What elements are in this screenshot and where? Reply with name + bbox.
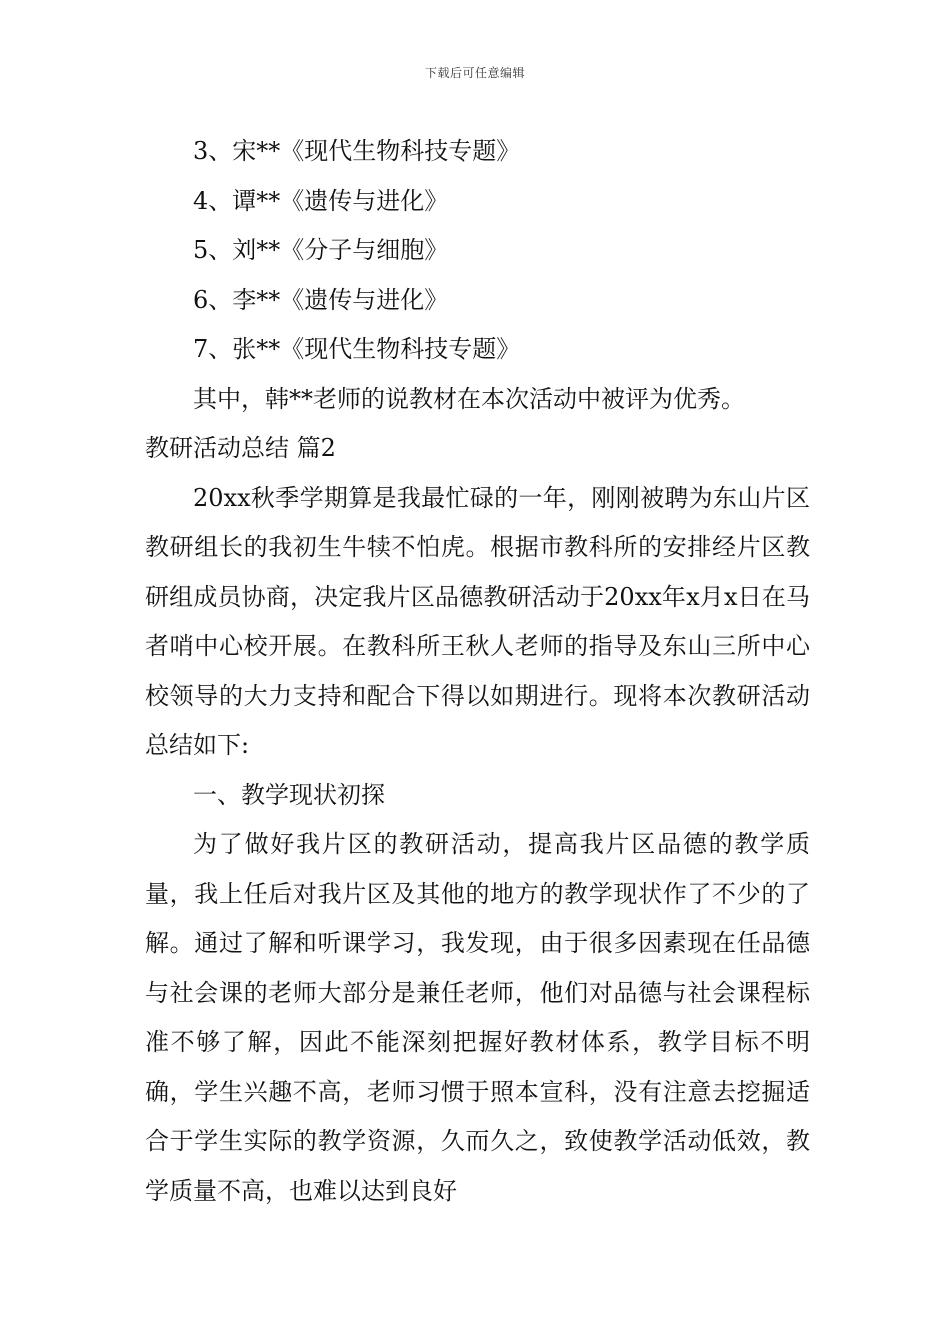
- section-title: 教研活动总结 篇2: [145, 434, 336, 462]
- list-item: 7、张**《现代生物科技专题》: [193, 335, 521, 363]
- header-note: 下载后可任意编辑: [424, 66, 525, 80]
- paragraph-heading: 一、教学现状初探: [193, 780, 385, 809]
- paragraph-body: 为了做好我片区的教研活动，提高我片区品德的教学质量，我上任后对我片区及其他的地方的教学现状作了不少的了解。通过了解和听课学习，我发现，由于很多因素现在任品德与社会课的老师大部分是兼任老师，他们对品德与社会课程标准不够了解，因此不能深刻把握好教材体系，教学目标不明确，学生兴趣不高，老师习惯于照本宣科，没有注意去挖掘适合于学生实际的教学资源，久而久之，致使教学活动低效，教学质量不高，也难以达到良好: [145, 830, 810, 1205]
- document-body: [145, 127, 810, 1216]
- list-item: 5、刘**《分子与细胞》: [193, 236, 449, 264]
- list-item: 3、宋**《现代生物科技专题》: [193, 137, 521, 165]
- list-item: 4、谭**《遗传与进化》: [193, 186, 449, 215]
- summary-line: 其中，韩**老师的说教材在本次活动中被评为优秀。: [193, 384, 745, 413]
- list-item: 6、李**《遗传与进化》: [193, 285, 449, 314]
- paragraph-intro: 20xx秋季学期算是我最忙碌的一年，刚刚被聘为东山片区教研组长的我初生牛犊不怕虎。根据市教科所的安排经片区教研组成员协商，决定我片区品德教研活动于20xx年x月x日在马者哨中心校开展。在教科所王秋人老师的指导及东山三所中心校领导的大力支持和配合下得以如期进行。现将本次教研活动总结如下:: [145, 483, 810, 759]
